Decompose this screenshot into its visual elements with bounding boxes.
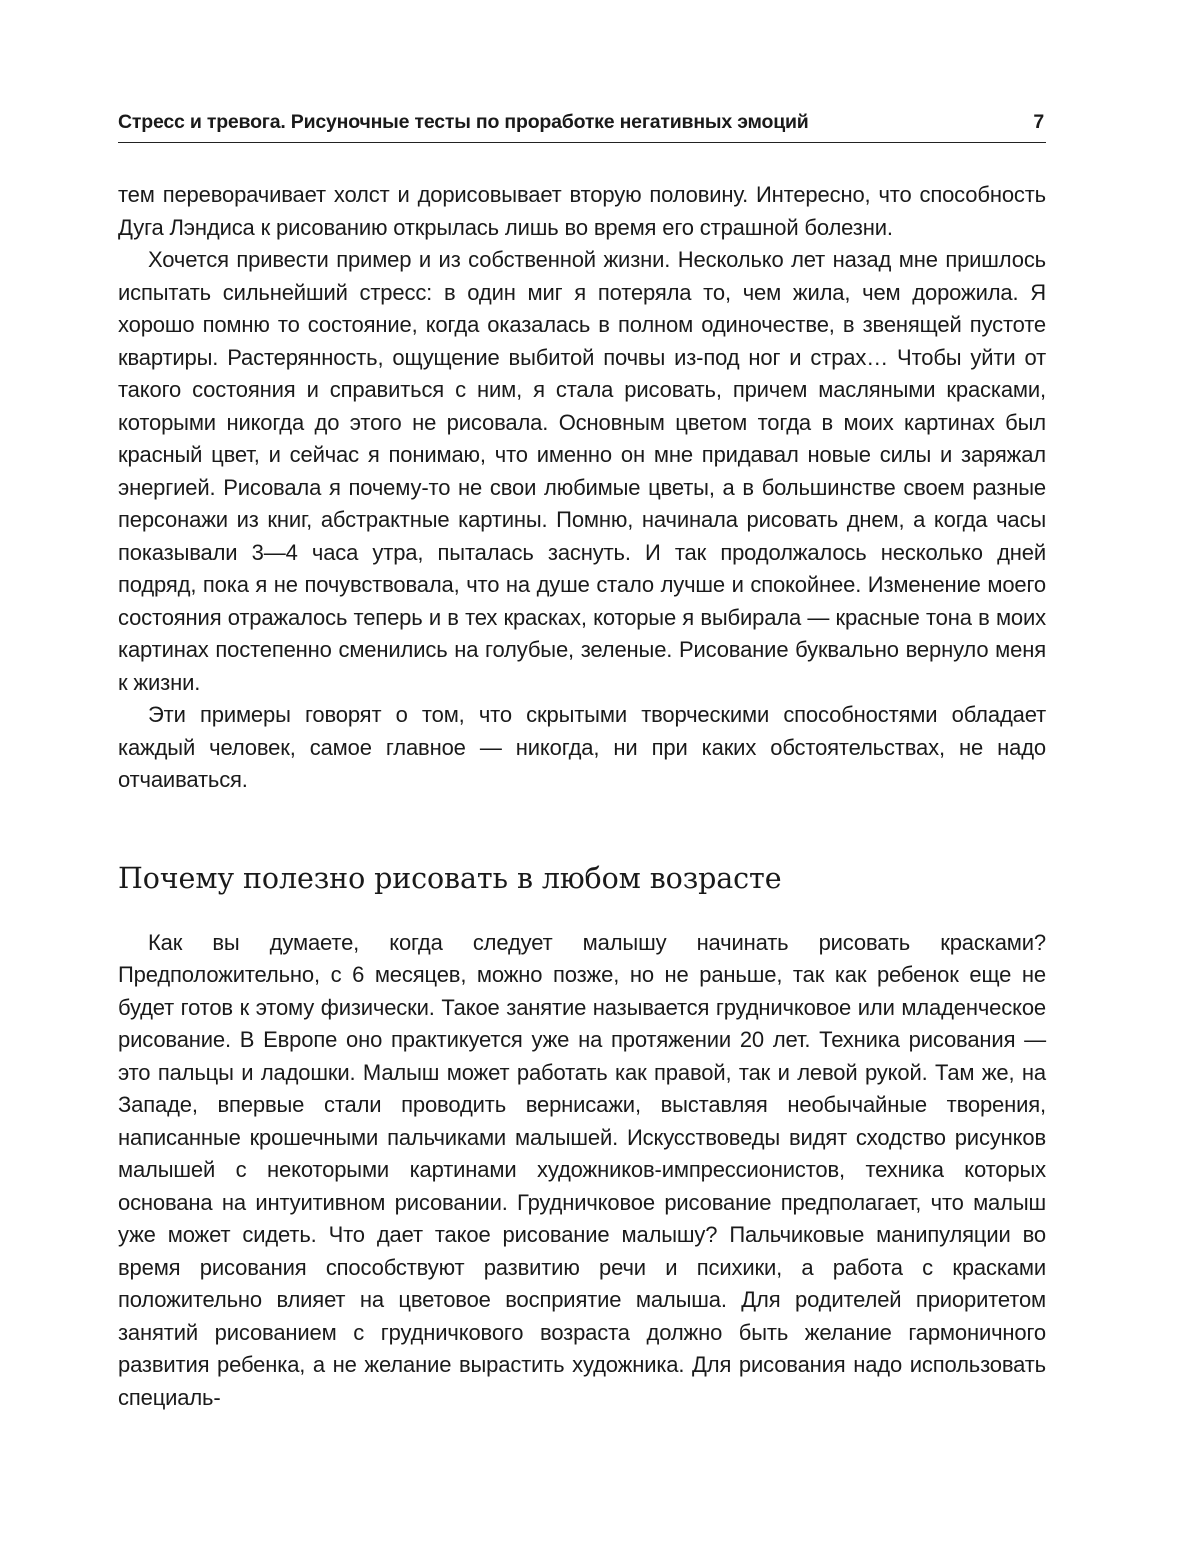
running-head (118, 108, 1046, 143)
section-heading: Почему полезно рисовать в любом возрасте (118, 861, 782, 895)
running-title: Стресс и тревога. Рисуночные тесты по проработке негативных эмоций (118, 111, 809, 133)
paragraph-infant-drawing: Как вы думаете, когда следует малышу начинать рисовать красками? Предположительно, с 6 месяцев, можно позже, но не раньше, так как ребенок еще не будет готов к этому физически. Такое занятие называется грудничковое или младенческое рисование. В Европе оно практикуется уже на протяжении 20 лет. Техника рисования — это пальцы и ладошки. Малыш может работать как правой, так и левой рукой. Там же, на Западе, впервые стали проводить вернисажи, выставляя необычайные творения, написанные крошечными пальчиками малышей. Искусствоведы видят сходство рисунков малышей с некоторыми картинами художников-импрессионистов, техника которых основана на интуитивном рисовании. Грудничковое рисование предполагает, что малыш уже может сидеть. Что дает такое рисование малышу? Пальчиковые манипуляции во время рисования способствуют развитию речи и психики, а работа с красками положительно влияет на цветовое восприятие малыша. Для родителей приоритетом занятий рисованием с грудничкового возраста должно быть желание гармоничного развития ребенка, а не желание вырастить художника. Для рисования надо использовать специаль- (118, 929, 1046, 1410)
book-page (118, 108, 1046, 1414)
paragraph-continuation: тем переворачивает холст и дорисовывает вторую половину. Интересно, что способность Дуга Лэндиса к рисованию открылась лишь во время его страшной болезни. (118, 182, 1046, 240)
paragraph-personal-story: Хочется привести пример и из собственной жизни. Несколько лет назад мне пришлось испытать сильнейший стресс: в один миг я потеряла то, чем жила, чем дорожила. Я хорошо помню то состояние, когда оказалась в полном одиночестве, в звенящей пустоте квартиры. Растерянность, ощущение выбитой почвы из-под ног и страх… Чтобы уйти от такого состояния и справиться с ним, я стала рисовать, причем масляными красками, которыми никогда до этого не рисовала. Основным цветом тогда в моих картинах был красный цвет, и сейчас я понимаю, что именно он мне придавал новые силы и заряжал энергией. Рисовала я почему-то не свои любимые цветы, а в большинстве своем разные персонажи из книг, абстрактные картины. Помню, начинала рисовать днем, а когда часы показывали 3—4 часа утра, пыталась заснуть. И так продолжалось несколько дней подряд, пока я не почувствовала, что на душе стало лучше и спокойнее. Изменение моего состояния отражалось теперь и в тех красках, которые я выбирала — красные тона в моих картинах постепенно сменились на голубые, зеленые. Рисование буквально вернуло меня к жизни. (118, 247, 1046, 695)
section-text-block (118, 927, 1046, 1415)
page-number: 7 (1033, 111, 1044, 133)
paragraph-conclusion: Эти примеры говорят о том, что скрытыми творческими способностями обладает каждый человек, самое главное — никогда, ни при каких обстоятельствах, не надо отчаиваться. (118, 702, 1046, 792)
intro-text-block (118, 179, 1046, 797)
